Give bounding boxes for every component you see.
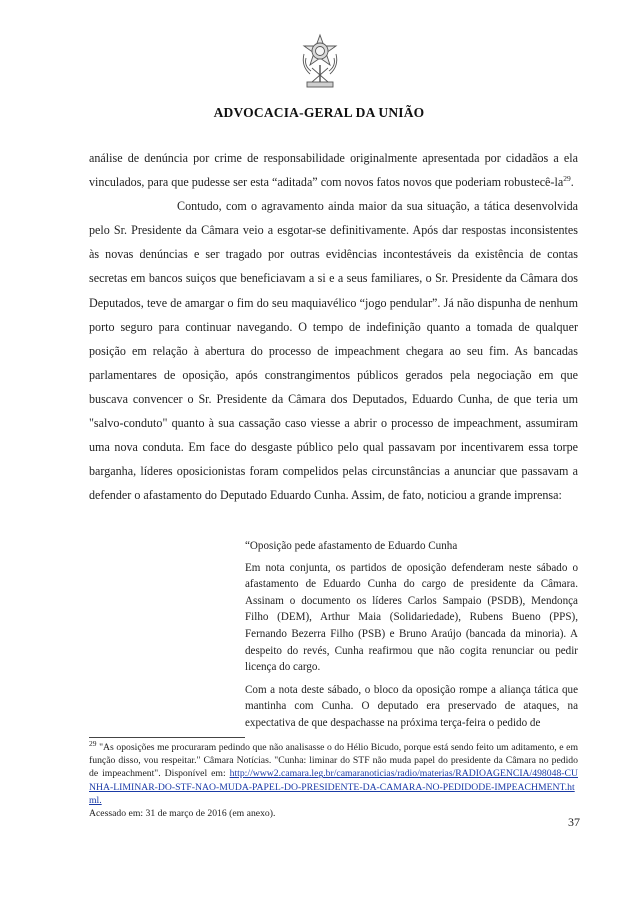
footnote-text: "As oposições me procuraram pedindo que não analisasse o do Hélio Bicudo, porque está sendo feito um aditamento, e em função disso, vou respeitar." Câmara Notícias. "Cunha: liminar do STF não muda papel do presidente da Câmara no pedido de impeachment". Disponível em: [89,742,579,780]
page-number: 37 [568,815,580,829]
footnote-ref: 29 [563,174,571,184]
quote-title: “Oposição pede afastamento de Eduardo Cunha [245,540,458,552]
paragraph-1-text: análise de denúncia por crime de responsabilidade originalmente apresentada por cidadãos a ela vinculados, para que pudesse ser esta “aditada” com novos fatos novos que poderiam robustecê-la [89,151,578,190]
quote-paragraph-1: Em nota conjunta, os partidos de oposição defenderam neste sábado o afastamento de Eduardo Cunha do cargo de presidente da Câmara. Assinam o documento os líderes Carlos Sampaio (PSDB), Mendonça Filho (DEM), Arthur Maia (Solidariedade), Rubens Bueno (PPS), Fernando Bezerra Filho (PSB) e Bruno Araújo (bancada da minoria). A despeito do revés, Cunha reafirmou que não cogita renunciar ou pedir licença do cargo. [245,561,578,674]
footnote-link[interactable]: http://www2.camara.leg.br/camaranoticias/radio/materias/RADIOAGENCIA/498048-CUNHA-LIMINAR-DO-STF-NAO-MUDA-PAPEL-DO-PRESIDENTE-DA-CAMARA-NO-PEDIDODE-IMPEACHMENT.html. [89,768,578,806]
agency-heading: ADVOCACIA-GERAL DA UNIÃO [213,105,425,120]
footnote-divider [89,737,245,738]
footnote [89,738,579,820]
quote-paragraph-2: Com a nota deste sábado, o bloco da oposição rompe a aliança tática que mantinha com Cunha. O deputado era preservado de ataques, na expectativa de que despachasse na próxima terça-feira o pedido de [245,683,578,729]
footnote-accessed: Acessado em: 31 de março de 2016 (em anexo). [89,808,276,820]
block-quote [245,538,578,738]
paragraph-2: Contudo, com o agravamento ainda maior da sua situação, a tática desenvolvida pelo Sr. Presidente da Câmara veio a esgotar-se definitivamente. Após dar respostas inconsistentes às novas denúncias e ser tragado por outras evidências incontestáveis da existência de contas secretas em bancos suiços que beneficiavam a si e a seus familiares, o Sr. Presidente da Câmara dos Deputados, teve de amargar o fim do seu maquiavélico “jogo pendular”. Já não dispunha de nenhum porto seguro para continuar navegando. O tempo de indefinição quanto a tomada de qualquer posição em relação à abertura do processo de impeachment chegara ao seu fim. As bancadas parlamentares de oposição, após constrangimentos públicos gerados pela negociação em que buscava convencer o Sr. Presidente da Câmara dos Deputados, Eduardo Cunha, de que teria um "salvo-conduto" quanto à sua cassação caso viesse a abrir o processo de impeachment, assumiram uma nova conduta. Em face do desgaste público pelo qual passavam por incentivarem essa torpe barganha, líderes oposicionistas foram compelidos pelas circunstâncias a anunciar que passavam a defender o afastamento do Deputado Eduardo Cunha. Assim, de fato, noticiou a grande imprensa: [89,199,578,503]
paragraph-continuation: análise de denúncia por crime de responsabilidade originalmente apresentada por cidadãos a ela vinculados, para que pudesse ser esta “aditada” com novos fatos novos que poderiam robustecê-$la^{29}$. [89,151,578,190]
footnote-number: 29 [89,738,97,748]
body-text [89,146,578,507]
coat-of-arms-emblem [298,32,342,96]
